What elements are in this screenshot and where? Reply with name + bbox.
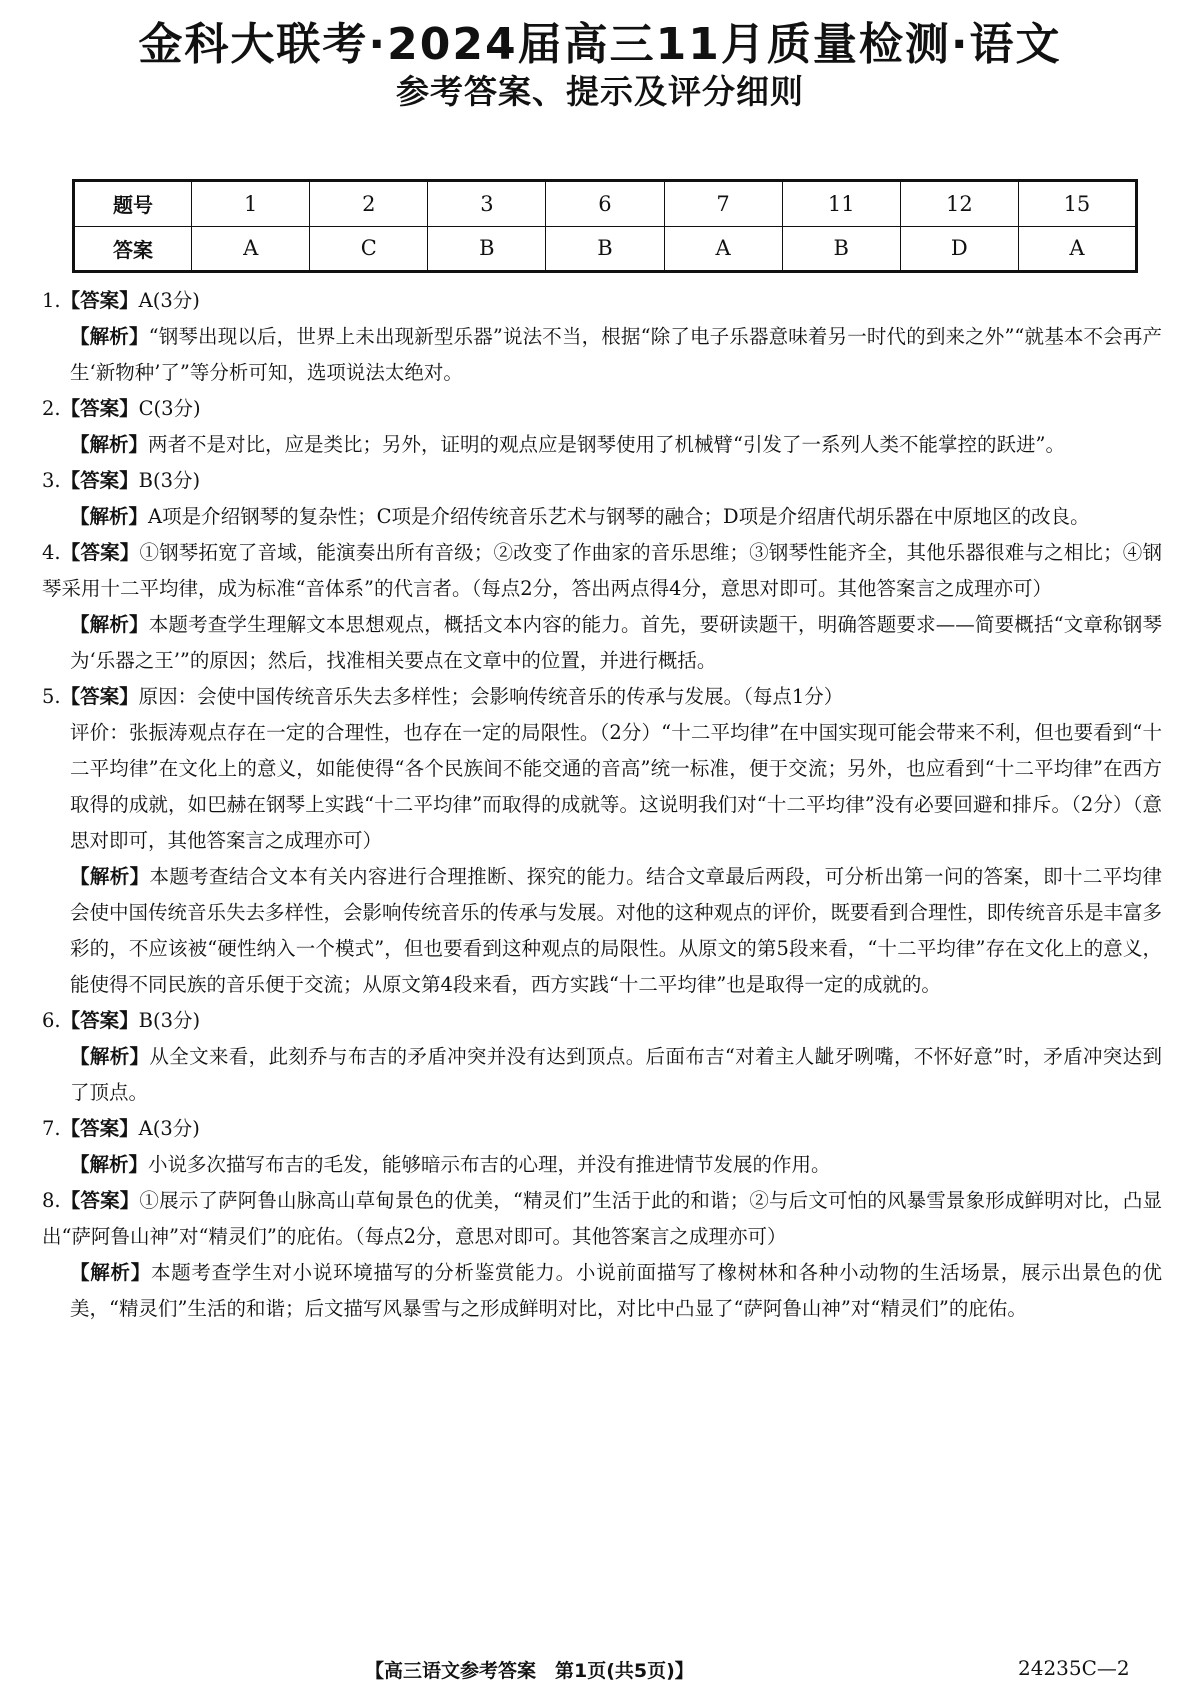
question-item-4: [42, 535, 1162, 679]
analysis-tag: 【解析】: [70, 613, 149, 636]
answer-tag: 【答案】: [60, 541, 140, 564]
question-number: 5.: [42, 685, 61, 708]
question-item-8: [42, 1183, 1162, 1327]
answer-text: B(3分): [138, 469, 201, 492]
table-cell: A: [1018, 226, 1136, 272]
table-cell: 12: [900, 181, 1018, 227]
answer-text: ①展示了萨阿鲁山脉高山草甸景色的优美，“精灵们”生活于此的和谐；②与后文可怕的风暴雪景象形成鲜明对比，凸显出“萨阿鲁山神”对“精灵们”的庇佑。（每点2分，意思对即可。其他答案言之成理亦可）: [42, 1189, 1162, 1248]
answer-text: ①钢琴拓宽了音域，能演奏出所有音级；②改变了作曲家的音乐思维；③钢琴性能齐全，其他乐器很难与之相比；④钢琴采用十二平均律，成为标准“音体系”的代言者。（每点2分，答出两点得4分，意思对即可。其他答案言之成理亦可）: [42, 541, 1162, 600]
table-cell: A: [192, 226, 310, 272]
analysis-text: A项是介绍钢琴的复杂性；C项是介绍传统音乐艺术与钢琴的融合；D项是介绍唐代胡乐器在中原地区的改良。: [148, 505, 1090, 528]
table-cell: D: [900, 226, 1018, 272]
question-number: 1.: [42, 289, 61, 312]
answer-text: B(3分): [138, 1009, 201, 1032]
answer-text: C(3分): [138, 397, 201, 420]
question-item-7: [42, 1111, 1162, 1183]
page-title: 金科大联考·2024届高三11月质量检测·语文: [138, 19, 1062, 70]
analysis-tag: 【解析】: [70, 1261, 151, 1284]
analysis-tag: 【解析】: [70, 1153, 149, 1176]
answer-text: 原因：会使中国传统音乐失去多样性；会影响传统音乐的传承与发展。（每点1分）: [138, 685, 844, 708]
analysis-text: 小说多次描写布吉的毛发，能够暗示布吉的心理，并没有推进情节发展的作用。: [148, 1153, 831, 1176]
question-number: 4.: [42, 541, 61, 564]
table-cell: 3: [428, 181, 546, 227]
evaluation-text: 评价：张振涛观点存在一定的合理性，也存在一定的局限性。（2分）“十二平均律”在中国实现可能会带来不利，但也要看到“十二平均律”在文化上的意义，如能使得“各个民族间不能交通的音高”统一标准，便于交流；另外，也应看到“十二平均律”在西方取得的成就，如巴赫在钢琴上实践“十二平均律”而取得的成就等。这说明我们对“十二平均律”没有必要回避和排斥。（2分）（意思对即可，其他答案言之成理亦可）: [70, 721, 1162, 852]
table-row-question-numbers: [74, 181, 1137, 227]
question-number: 2.: [42, 397, 61, 420]
table-row-label: 题号: [74, 181, 192, 227]
table-cell: A: [664, 226, 782, 272]
analysis-text: 两者不是对比，应是类比；另外，证明的观点应是钢琴使用了机械臂“引发了一系列人类不能掌控的跃进”。: [148, 433, 1065, 456]
question-number: 7.: [42, 1117, 61, 1140]
question-number: 8.: [42, 1189, 61, 1212]
answer-table: [72, 179, 1138, 273]
answer-tag: 【答案】: [60, 397, 139, 420]
answer-tag: 【答案】: [60, 1009, 139, 1032]
question-item-1: [42, 283, 1162, 391]
answer-text: A(3分): [138, 1117, 200, 1140]
analysis-tag: 【解析】: [70, 433, 149, 456]
question-number: 6.: [42, 1009, 61, 1032]
question-number: 3.: [42, 469, 61, 492]
analysis-text: 本题考查学生理解文本思想观点，概括文本内容的能力。首先，要研读题干，明确答题要求——简要概括“文章称钢琴为‘乐器之王’”的原因；然后，找准相关要点在文章中的位置，并进行概括。: [70, 613, 1162, 672]
table-row-label: 答案: [74, 226, 192, 272]
table-cell: B: [546, 226, 664, 272]
question-item-6: [42, 1003, 1162, 1111]
answer-tag: 【答案】: [60, 1117, 139, 1140]
analysis-tag: 【解析】: [70, 1045, 150, 1068]
analysis-tag: 【解析】: [70, 325, 149, 348]
answer-tag: 【答案】: [60, 1189, 140, 1212]
footer-page-info: 【高三语文参考答案 第1页(共5页)】: [365, 1660, 694, 1682]
table-cell: 15: [1018, 181, 1136, 227]
table-row-answers: [74, 226, 1137, 272]
table-cell: B: [428, 226, 546, 272]
analysis-text: 本题考查学生对小说环境描写的分析鉴赏能力。小说前面描写了橡树林和各种小动物的生活场景，展示出景色的优美，“精灵们”生活的和谐；后文描写风暴雪与之形成鲜明对比，对比中凸显了“萨阿鲁山神”对“精灵们”的庇佑。: [70, 1261, 1162, 1320]
table-cell: 1: [192, 181, 310, 227]
table-cell: 11: [782, 181, 900, 227]
page-subtitle: 参考答案、提示及评分细则: [396, 72, 804, 111]
answer-tag: 【答案】: [60, 685, 139, 708]
answer-tag: 【答案】: [60, 289, 139, 312]
table-cell: 6: [546, 181, 664, 227]
table-cell: 7: [664, 181, 782, 227]
answer-tag: 【答案】: [60, 469, 139, 492]
analysis-text: 本题考查结合文本有关内容进行合理推断、探究的能力。结合文章最后两段，可分析出第一问的答案，即十二平均律会使中国传统音乐失去多样性，会影响传统音乐的传承与发展。对他的这种观点的评价，既要看到合理性，即传统音乐是丰富多彩的，不应该被“硬性纳入一个模式”，但也要看到这种观点的局限性。从原文的第5段来看，“十二平均律”存在文化上的意义，能使得不同民族的音乐便于交流；从原文第4段来看，西方实践“十二平均律”也是取得一定的成就的。: [70, 865, 1163, 996]
table-cell: B: [782, 226, 900, 272]
footer-code: 24235C—2: [1018, 1656, 1130, 1680]
answer-explanations: [42, 283, 1162, 1327]
analysis-text: “钢琴出现以后，世界上未出现新型乐器”说法不当，根据“除了电子乐器意味着另一时代的到来之外”“就基本不会再产生‘新物种’了”等分析可知，选项说法太绝对。: [70, 325, 1162, 384]
question-item-3: [42, 463, 1162, 535]
question-item-2: [42, 391, 1162, 463]
analysis-tag: 【解析】: [70, 505, 149, 528]
question-item-5: [42, 679, 1162, 1003]
analysis-tag: 【解析】: [70, 865, 150, 888]
analysis-text: 从全文来看，此刻乔与布吉的矛盾冲突并没有达到顶点。后面布吉“对着主人龇牙咧嘴，不怀好意”时，矛盾冲突达到了顶点。: [70, 1045, 1162, 1104]
table-cell: C: [310, 226, 428, 272]
table-cell: 2: [310, 181, 428, 227]
answer-text: A(3分): [138, 289, 200, 312]
